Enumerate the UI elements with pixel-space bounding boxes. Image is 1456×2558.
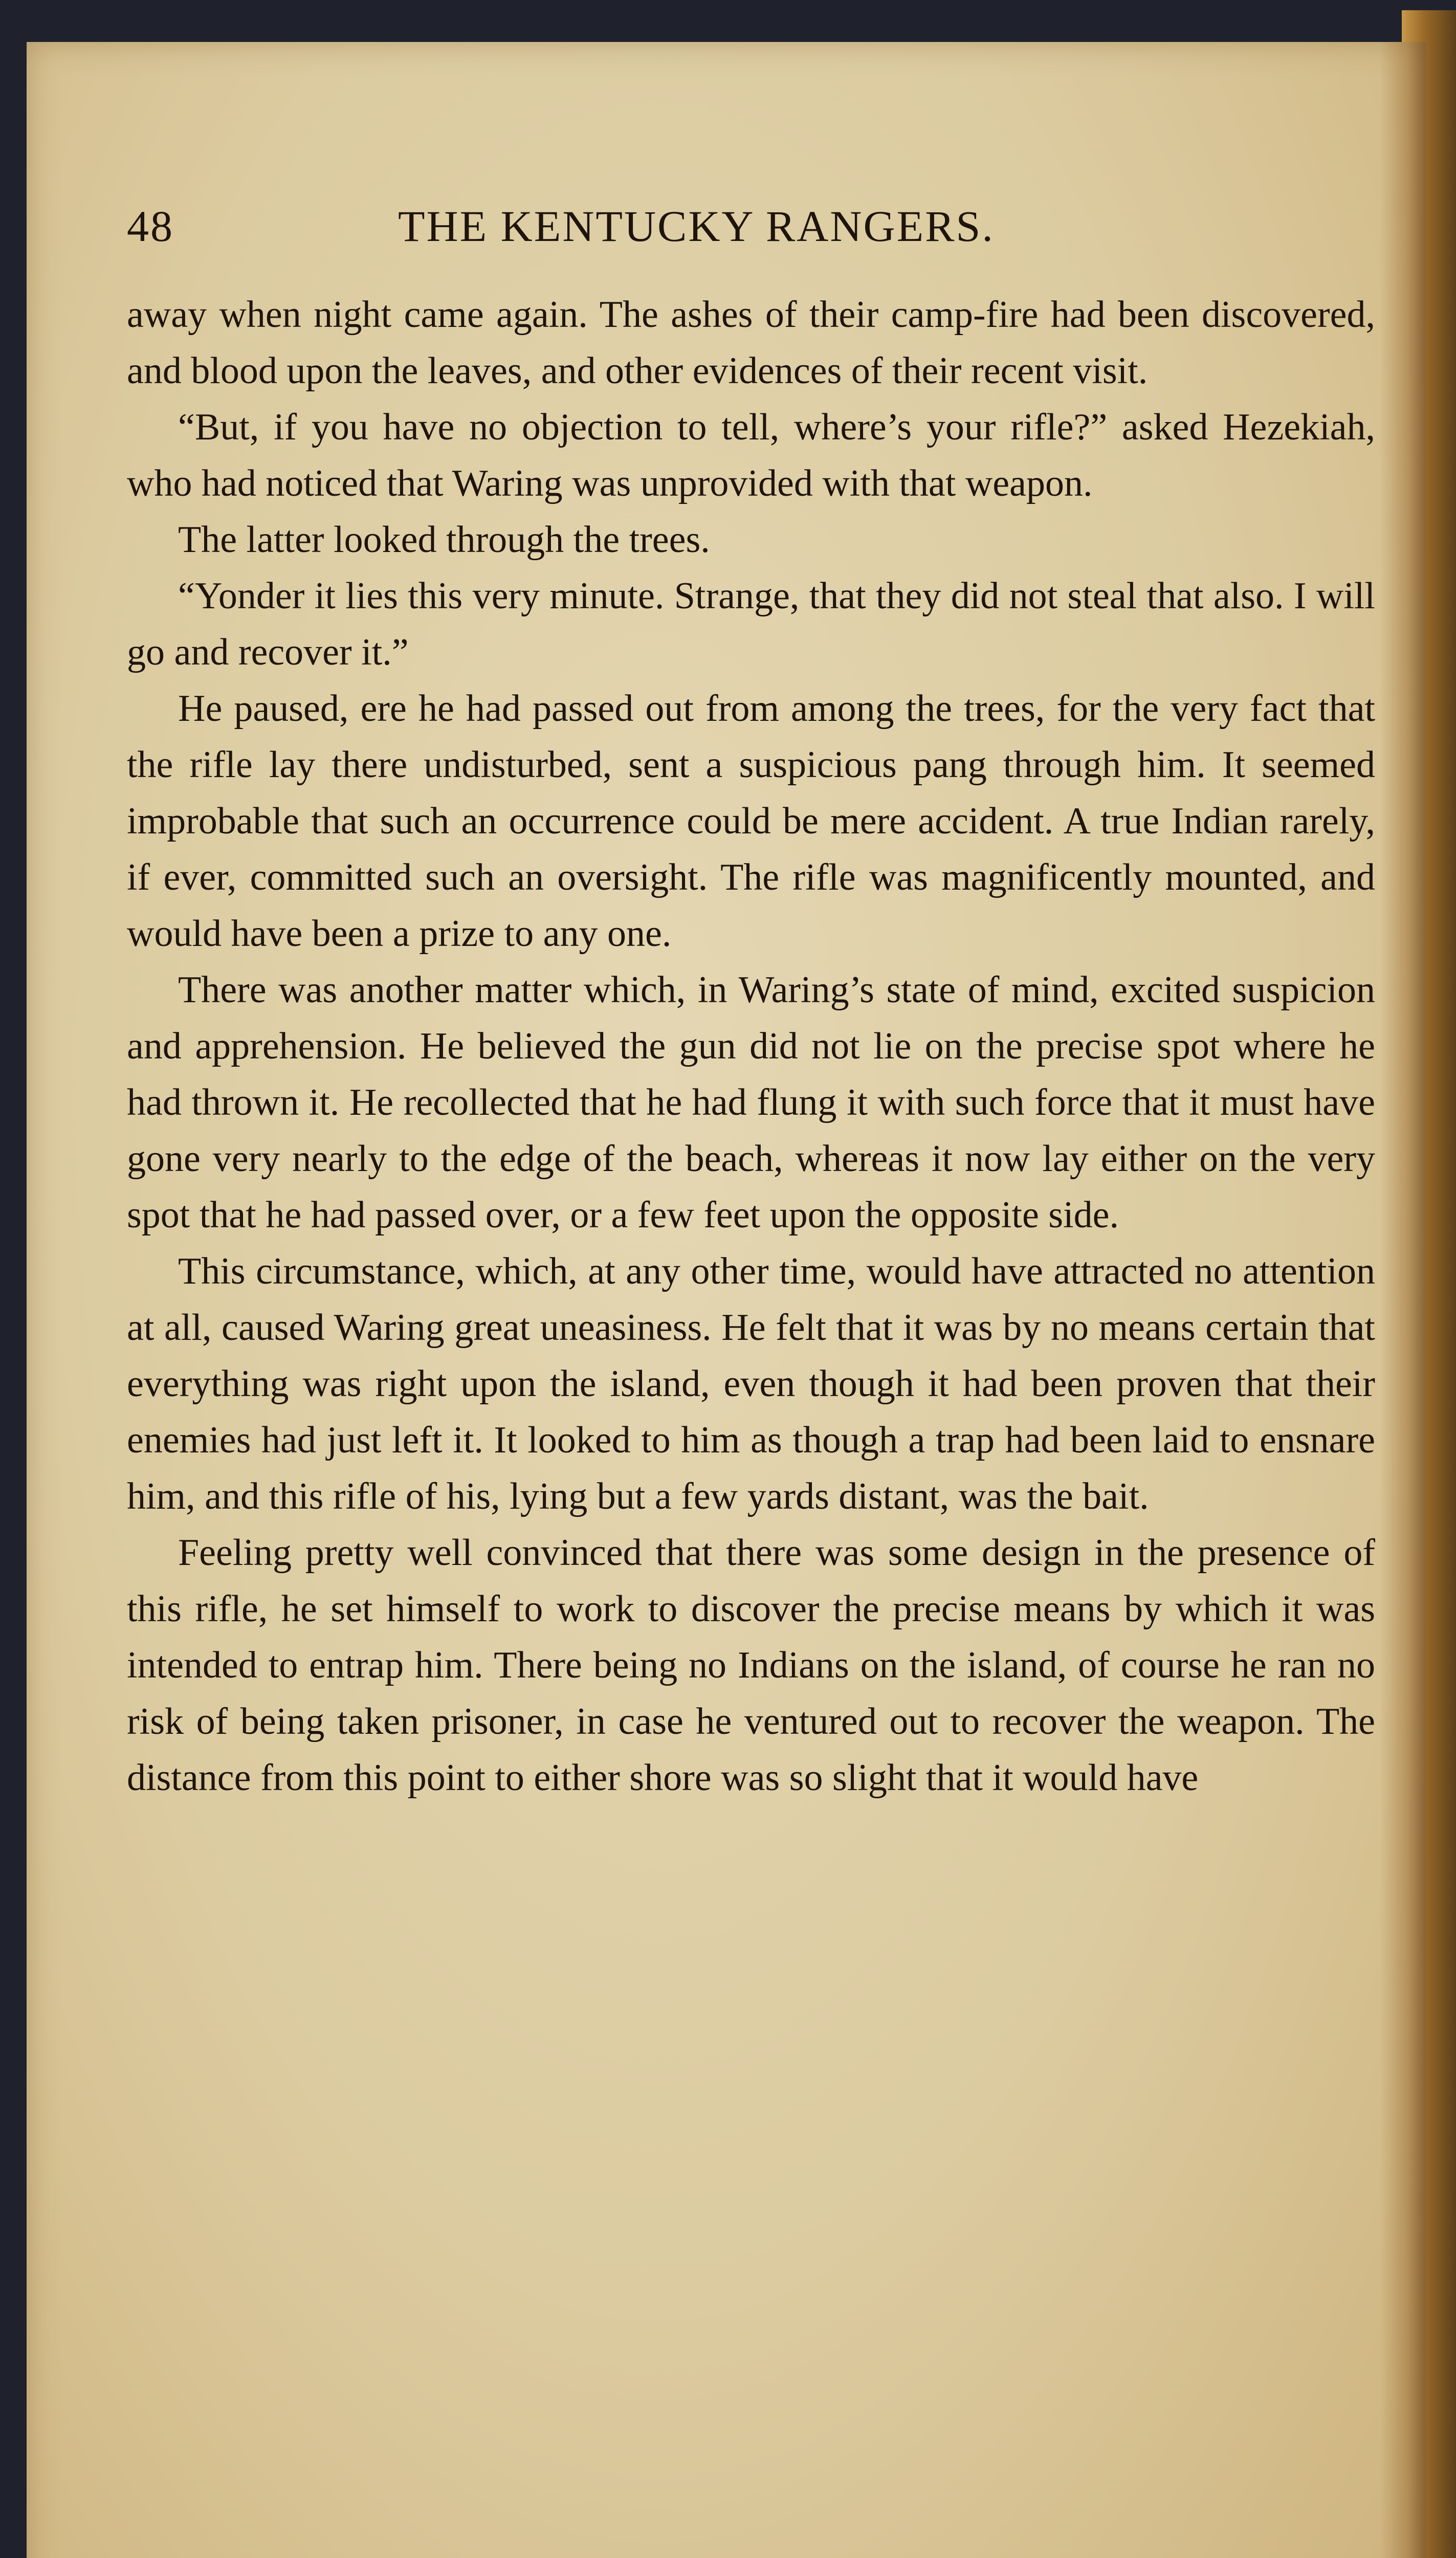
paragraph: He paused, ere he had passed out from among the trees, for the very fact that the rifle lay there undisturbed, sent a suspicious pang through him. It seemed improbable that such an occurrence could be mere accident. A true Indian rarely, if ever, committed such an oversight. The rifle was magnificently mounted, and would have been a prize to any one. (127, 688, 1375, 955)
page-edge-shading (1380, 42, 1426, 2558)
body-text (127, 286, 1375, 1806)
page-number: 48 (127, 202, 174, 251)
paragraph: This circumstance, which, at any other time, would have attracted no attention at all, caused Waring great uneasiness. He felt that it was by no means certain that everything was right upon the island, even though it had been proven that their enemies had just left it. It looked to him as though a trap had been laid to ensnare him, and this rifle of his, lying but a few yards distant, was the bait. (127, 1250, 1375, 1517)
page-header (127, 195, 1329, 267)
paragraph: The latter looked through the trees. (178, 519, 710, 561)
paragraph: away when night came again. The ashes of their camp-fire had been discovered, and blood upon the leaves, and other evidences of their recent visit. (127, 294, 1375, 392)
running-title: THE KENTUCKY RANGERS. (398, 202, 995, 251)
paragraph: “Yonder it lies this very minute. Strange, that they did not steal that also. I will go and recover it.” (127, 575, 1375, 673)
paragraph: “But, if you have no objection to tell, where’s your rifle?” asked Hezekiah, who had noticed that Waring was unprovided with that weapon. (127, 406, 1375, 504)
paragraph: There was another matter which, in Waring’s state of mind, excited suspicion and apprehension. He believed the gun did not lie on the precise spot where he had thrown it. He recollected that he had flung it with such force that it must have gone very nearly to the edge of the beach, whereas it now lay either on the very spot that he had passed over, or a few feet upon the opposite side. (127, 969, 1375, 1236)
paragraph: Feeling pretty well convinced that there was some design in the presence of this rifle, he set himself to work to discover the precise means by which it was intended to entrap him. There being no Indians on the island, of course he ran no risk of being taken prisoner, in case he ventured out to recover the weapon. The distance from this point to either shore was so slight that it would have (127, 1532, 1375, 1799)
